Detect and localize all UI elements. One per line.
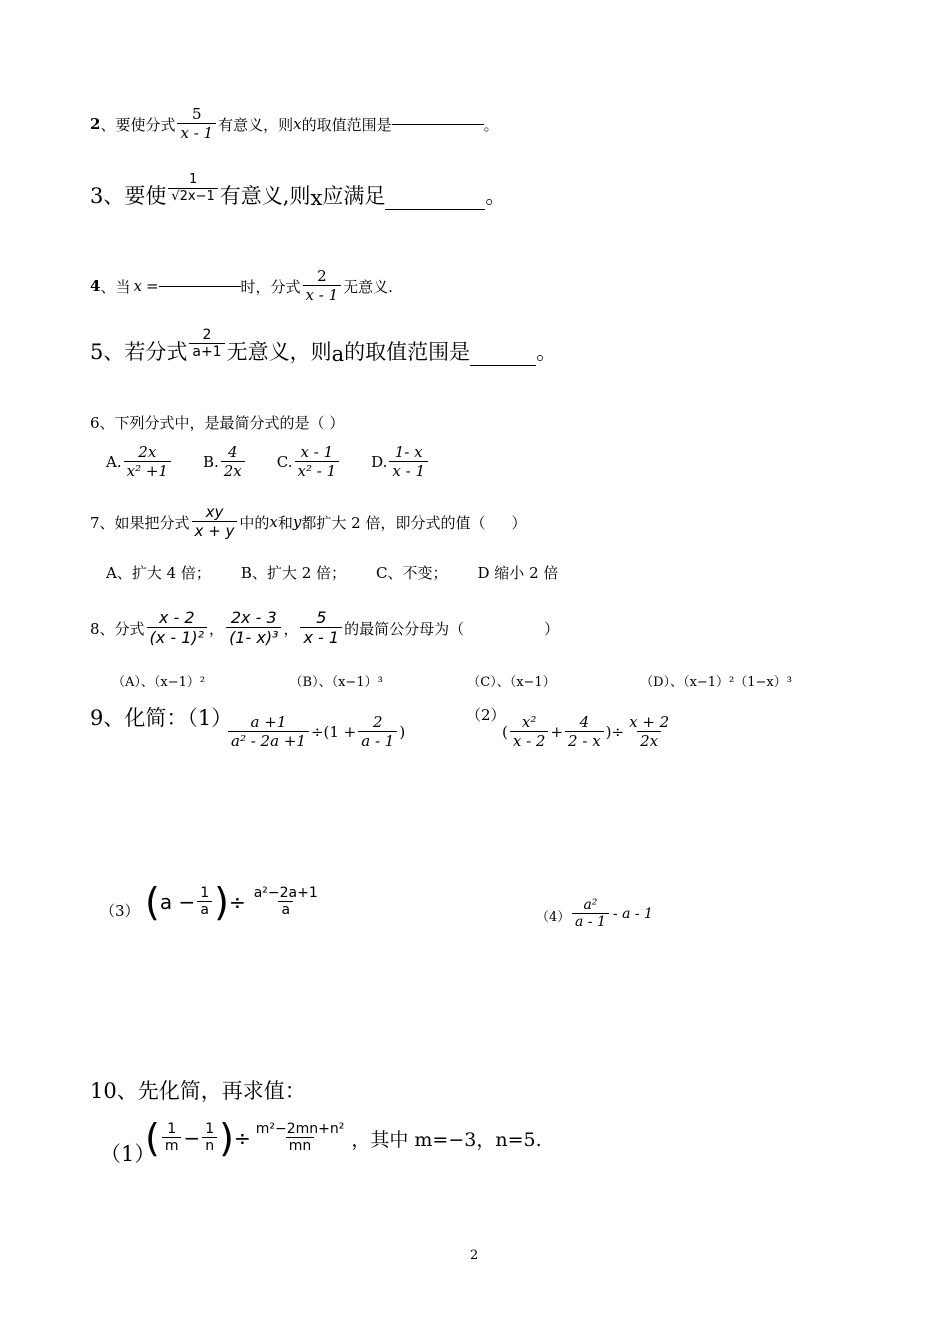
q6-option-d[interactable]: D. $\frac{1- x}{x - 1}$ — [371, 444, 430, 480]
q9-part-4: $\frac{\text{a²}}{a - 1}$ - a - 1 — [570, 888, 653, 940]
question-7: 7、如果把分式 $\frac{xy}{x + y}$ 中的 x 和 y 都扩大 2 倍，即分式的值（ ） — [90, 502, 527, 541]
q7-option-c[interactable]: C、不变； — [376, 564, 448, 582]
q3-answer-blank[interactable] — [385, 209, 485, 210]
q8-option-d[interactable]: （D）、（x−1）²（1−x）³ — [640, 675, 792, 690]
question-2: 2 、 要使分式 $\frac{5}{x - 1}$ 有意义，则 x 的取值范围是 。 — [90, 104, 499, 143]
q9-stem: 9、化简：（1） — [90, 706, 233, 730]
question-5: 5、 若分式 $\frac{2}{a+1}$ 无意义，则 a 的取值范围是 。 — [90, 327, 558, 366]
question-4: 4 、 当 x = 时，分式 $\frac{2}{x - 1}$ 无意义. — [90, 266, 393, 305]
q8-option-a[interactable]: （A）、（x−1）² — [112, 675, 206, 690]
q8-fraction-3: $\frac{5}{x - 1}$ — [300, 609, 342, 648]
q9-part-1: $\frac{a +1}{\text{a² - 2a +1}}$ ÷(1 + $\frac{2}{a - 1}$ ) — [226, 706, 405, 758]
q8-options — [112, 671, 792, 690]
q7-option-a[interactable]: A、扩大 4 倍； — [106, 564, 211, 582]
q7-fraction: $\frac{xy}{x + y}$ — [192, 504, 238, 540]
q3-fraction: $\frac{1}{√2x-1}$ — [168, 173, 217, 205]
q10-part-1: ( $\frac{1}{m}$ − $\frac{1}{n}$ ) ÷ $\frac{\text{m²−2mn+n²}}{mn}$ ，其中 m=−3，n=5. — [145, 1116, 542, 1160]
q5-fraction: $\frac{2}{a+1}$ — [189, 327, 224, 361]
question-8: 8、分式 $\frac{x - 2}{\text{(x - 1)²}}$ ， $\frac{2x - 3}{\text{(1- x)³}}$ ， $\frac{5}{x - 1}$ 的最简公分母为（ ） — [90, 607, 560, 648]
q7-options — [106, 562, 558, 583]
q10-stem: 10、先化简，再求值： — [90, 1079, 306, 1103]
q10-given-values: ，其中 m=−3，n=5. — [351, 1128, 542, 1151]
q4-answer-blank[interactable] — [159, 286, 241, 287]
q9-part-3-label: （3） — [100, 902, 140, 920]
q6-option-a[interactable]: A. $\frac{2x}{\text{x² +1}}$ — [106, 444, 173, 480]
q9-part-4-label: （4） — [536, 910, 571, 925]
q6-option-b[interactable]: B. $\frac{4}{2x}$ — [203, 444, 247, 480]
q5-answer-blank[interactable] — [470, 365, 536, 366]
q2-number: 2 — [90, 115, 101, 133]
q2-fraction: $\frac{5}{x - 1}$ — [177, 106, 216, 142]
q8-fraction-1: $\frac{x - 2}{\text{(x - 1)²}}$ — [147, 609, 208, 648]
q6-options — [106, 438, 430, 486]
q7-option-b[interactable]: B、扩大 2 倍； — [240, 564, 347, 582]
page-number: 2 — [470, 1248, 479, 1263]
q6-option-c[interactable]: C. $\frac{x - 1}{\text{x² - 1}}$ — [277, 444, 341, 480]
q4-fraction: $\frac{2}{x - 1}$ — [303, 268, 342, 304]
q2-answer-blank[interactable] — [392, 124, 484, 125]
question-3: 3、 要使 $\frac{1}{√2x-1}$ 有意义,则 x 应满足 。 — [90, 172, 507, 210]
q9-part-2-label: （2） — [466, 706, 506, 724]
q9-part-3: ( a − $\frac{1}{a}$ ) ÷ $\frac{\text{a²−2a+1}}{a}$ — [145, 880, 318, 924]
q9-part-2: ( $\frac{\text{x²}}{x - 2}$ + $\frac{4}{2 - x}$ ) ÷ $\frac{x + 2}{2x}$ — [502, 712, 670, 751]
q8-option-b[interactable]: （B）、（x−1）³ — [289, 675, 383, 690]
q8-option-c[interactable]: （C）、（x−1） — [467, 675, 556, 690]
q10-part-1-label: （1） — [100, 1142, 156, 1166]
q7-option-d[interactable]: D 缩小 2 倍 — [477, 564, 559, 582]
q6-stem: 6、下列分式中，是最简分式的是（ ） — [90, 414, 345, 432]
q8-fraction-2: $\frac{2x - 3}{\text{(1- x)³}}$ — [226, 609, 281, 648]
